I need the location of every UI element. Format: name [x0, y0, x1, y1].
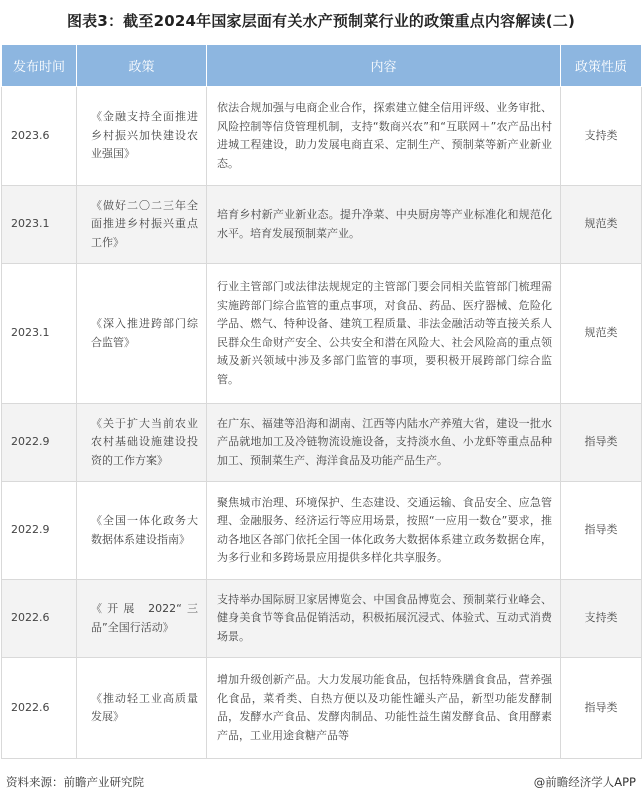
cell-content: 支持举办国际厨卫家居博览会、中国食品博览会、预制菜行业峰会、健身美食节等食品促销活动，积极拓展沉浸式、体验式、互动式消费场景。	[207, 580, 561, 658]
table-row	[2, 482, 642, 580]
cell-date: 2022.9	[2, 404, 77, 482]
cell-content: 增加升级创新产品。大力发展功能食品，包括特殊膳食食品，营养强化食品，菜肴类、自热方便以及功能性罐头产品，新型功能发酵制品，发酵水产食品、发酵肉制品、功能性益生菌发酵食品、食用酵素产品，工业用途食糖产品等	[207, 658, 561, 759]
cell-content: 依法合规加强与电商企业合作，探索建立健全信用评级、业务审批、风险控制等信贷管理机制，支持“数商兴农”和“互联网＋”农产品出村进城工程建设，助力发展电商直采、定制生产、预制菜等新产业新业态。	[207, 87, 561, 186]
cell-policy: 《做好二〇二三年全面推进乡村振兴重点工作》	[77, 186, 207, 264]
cell-policy: 《全国一体化政务大数据体系建设指南》	[77, 482, 207, 580]
cell-content: 培育乡村新产业新业态。提升净菜、中央厨房等产业标准化和规范化水平。培育发展预制菜产业。	[207, 186, 561, 264]
cell-date: 2023.1	[2, 264, 77, 404]
cell-content: 聚焦城市治理、环境保护、生态建设、交通运输、食品安全、应急管理、金融服务、经济运行等应用场景，按照“一应用一数仓”要求，推动各地区各部门依托全国一体化政务大数据体系建立政务数据仓库，为多行业和多跨场景应用提供多样化共享服务。	[207, 482, 561, 580]
header-content: 内容	[207, 45, 561, 87]
cell-type: 规范类	[561, 264, 642, 404]
cell-type: 支持类	[561, 580, 642, 658]
cell-type: 规范类	[561, 186, 642, 264]
table-row	[2, 87, 642, 186]
table-row	[2, 186, 642, 264]
footer	[0, 772, 642, 792]
table-row	[2, 658, 642, 759]
table-header-row	[2, 45, 642, 87]
header-date: 发布时间	[2, 45, 77, 87]
cell-type: 指导类	[561, 658, 642, 759]
header-policy: 政策	[77, 45, 207, 87]
cell-date: 2022.9	[2, 482, 77, 580]
cell-content: 行业主管部门或法律法规规定的主管部门要会同相关监管部门梳理需实施跨部门综合监管的重点事项，对食品、药品、医疗器械、危险化学品、燃气、特种设备、建筑工程质量、非法金融活动等直接关系人民群众生命财产安全、公共安全和潜在风险大、社会风险高的重点领域及新兴领域中涉及多部门监管的事项，要积极开展跨部门综合监管。	[207, 264, 561, 404]
cell-type: 指导类	[561, 482, 642, 580]
header-type: 政策性质	[561, 45, 642, 87]
cell-date: 2022.6	[2, 580, 77, 658]
cell-policy: 《关于扩大当前农业农村基础设施建设投资的工作方案》	[77, 404, 207, 482]
cell-content: 在广东、福建等沿海和湖南、江西等内陆水产养殖大省，建设一批水产品就地加工及冷链物流设施设备，支持淡水鱼、小龙虾等重点品种加工、预制菜生产、海洋食品及功能产品生产。	[207, 404, 561, 482]
policy-table	[1, 44, 642, 759]
cell-policy: 《开展 2022“三品”全国行活动》	[77, 580, 207, 658]
cell-date: 2023.1	[2, 186, 77, 264]
table-row	[2, 580, 642, 658]
cell-type: 支持类	[561, 87, 642, 186]
cell-policy: 《金融支持全面推进乡村振兴加快建设农业强国》	[77, 87, 207, 186]
cell-policy: 《推动轻工业高质量发展》	[77, 658, 207, 759]
brand-credit: @前瞻经济学人APP	[533, 775, 636, 789]
cell-date: 2023.6	[2, 87, 77, 186]
cell-policy: 《深入推进跨部门综合监管》	[77, 264, 207, 404]
page-title: 图表3：截至2024年国家层面有关水产预制菜行业的政策重点内容解读(二)	[66, 12, 576, 30]
table-row	[2, 404, 642, 482]
table-row	[2, 264, 642, 404]
cell-date: 2022.6	[2, 658, 77, 759]
cell-type: 指导类	[561, 404, 642, 482]
source-note: 资料来源：前瞻产业研究院	[6, 775, 144, 789]
